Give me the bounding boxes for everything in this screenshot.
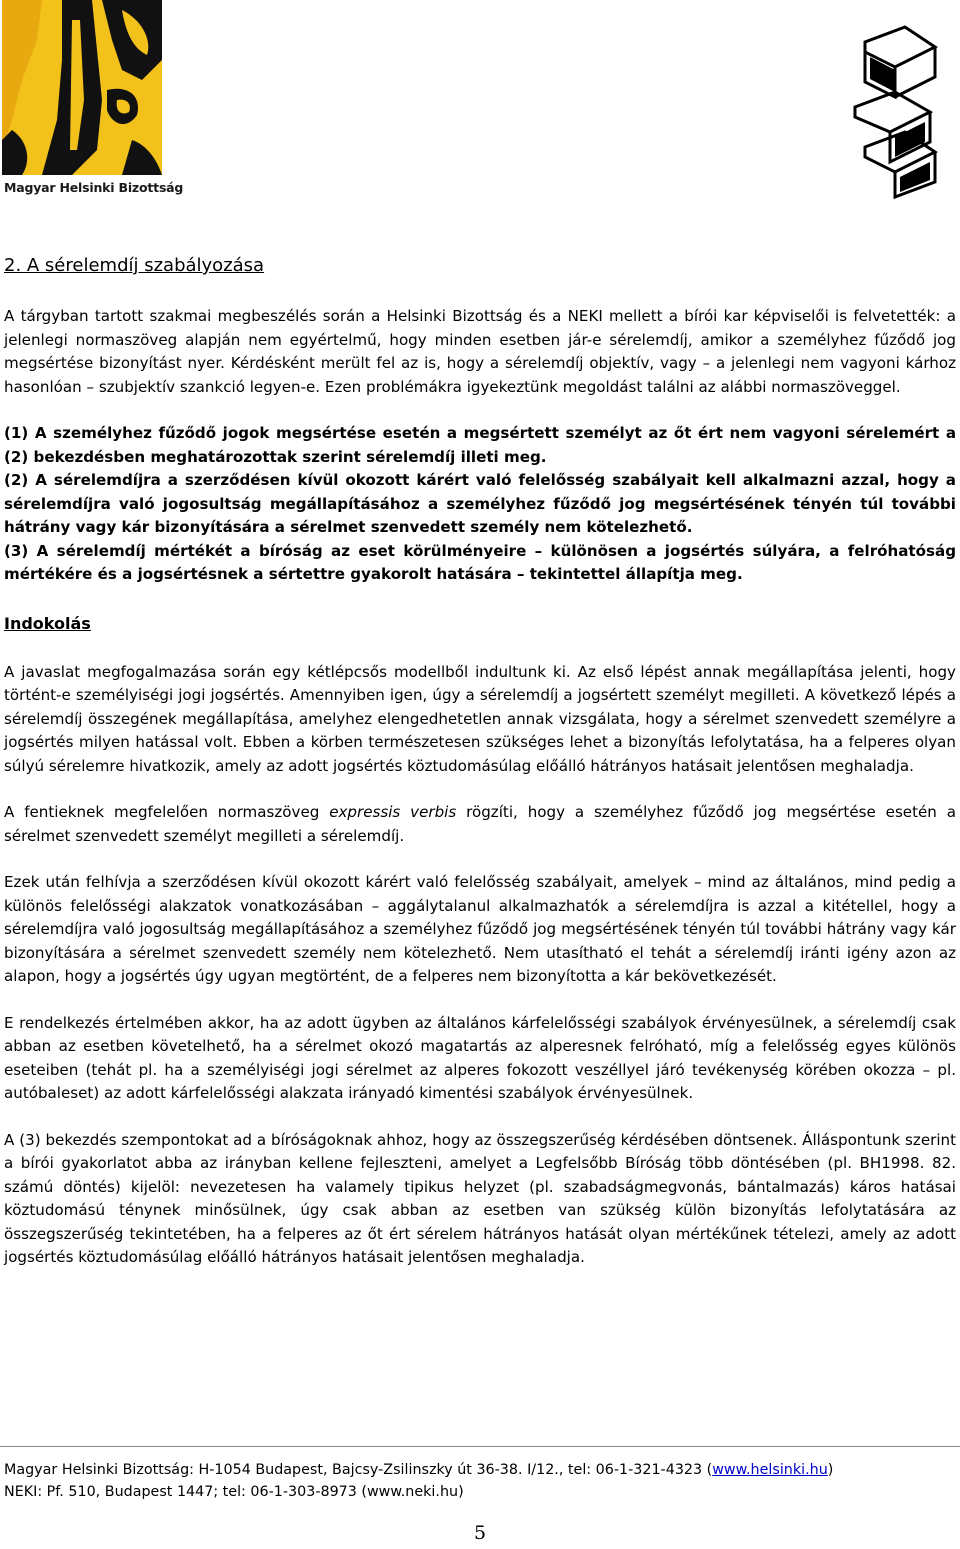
neki-logo bbox=[845, 22, 940, 202]
reasoning-paragraph-4: E rendelkezés értelmében akkor, ha az adott ügyben az általános kárfelelősségi szabályok érvényesülnek, a sérelemdíj csak abban az esetben követelhető, ha a sérelmet okozó magatartás az alperesnek felróható, míg a felelősség egyes különös eseteiben (tehát pl. ha a személyiségi jogi sérelmet az alperes fokozott veszéllyel járó tevékenység körében okozza – pl. autóbaleset) az adott kárfelelősségi alakzata irányadó kimentési szabályok érvényesülnek. bbox=[4, 1013, 956, 1102]
reasoning-paragraph-2: A fentieknek megfelelően normaszöveg expressis verbis rögzíti, hogy a személyhez fűződő jog megsértése esetén a sérelmet szenvedett személyt megilleti a sérelemdíj. bbox=[4, 803, 956, 845]
footer-divider bbox=[0, 1446, 960, 1447]
document-body bbox=[4, 252, 956, 1270]
footer-line-helsinki: Magyar Helsinki Bizottság: H-1054 Budapest, Bajcsy-Zsilinszky út 36-38. I/12., tel: 06-1-321-4323 (www.helsinki.hu) bbox=[4, 1462, 834, 1478]
proposal-paragraph-1: (1) A személyhez fűződő jogok megsértése esetén a megsértett személyt az őt ért nem vagyoni sérelemért a (2) bekezdésben meghatározottak szerint sérelemdíj illeti meg. bbox=[4, 424, 956, 466]
helsinki-committee-logo bbox=[2, 0, 162, 210]
helsinki-website-link[interactable]: www.helsinki.hu bbox=[712, 1462, 828, 1478]
reasoning-paragraph-5: A (3) bekezdés szempontokat ad a bíróságoknak ahhoz, hogy az összegszerűség kérdésében döntsenek. Álláspontunk szerint a bírói gyakorlatot abba az irányban kellene fejleszteni, amelyet a Legfelsőbb Bíróság több döntésében (pl. BH1998. 82. számú döntés) kijelöl: nevezetesen ha valamely tipikus helyzet (pl. szabadságmegvonás, bántalmazás) káros hatásai köztudomású ténynek minősülnek, úgy csak abban az esetben van szükség külön bizonyítás lefolytatására az összegszerűség tekintetében, ha a felperes az őt ért sérelem hátrányos hatását olyan mértékűnek tételezi, amely az adott jogsértés köztudomásúlag előálló hátrányos hatásait jelentősen meghaladja. bbox=[4, 1130, 956, 1266]
section-title: 2. A sérelemdíj szabályozása bbox=[4, 255, 265, 276]
latin-phrase: expressis verbis bbox=[329, 803, 457, 821]
intro-paragraph: A tárgyban tartott szakmai megbeszélés során a Helsinki Bizottság és a NEKI mellett a bírói kar képviselői is felvetették: a jelenlegi normaszöveg alapján nem egyértelmű, hogy minden esetben jár-e sérelemdíj, amikor a személyhez fűződő jog megsértése bizonyítást nyer. Kérdésként merült fel az is, hogy a sérelemdíj objektív, vagy – a jelenlegi nem vagyoni kárhoz hasonlóan – szubjektív szankció legyen-e. Ezen problémákra igyekeztünk megoldást találni az alábbi normaszöveggel. bbox=[4, 307, 956, 396]
logo-caption: Magyar Helsinki Bizottság bbox=[4, 180, 184, 195]
proposal-paragraph-3: (3) A sérelemdíj mértékét a bíróság az eset körülményeire – különösen a jogsértés súlyára, a felróhatóság mértékére és a jogsértésnek a sértettre gyakorolt hatására – tekintettel állapítja meg. bbox=[4, 541, 956, 583]
page-header bbox=[0, 0, 960, 215]
reasoning-paragraph-1: A javaslat megfogalmazása során egy kétlépcsős modellből indultunk ki. Az első lépést annak megállapítása jelenti, hogy történt-e személyiségi jogi jogsértés. Amennyiben igen, úgy a sérelemdíj a jogsértett személyt megilleti. A következő lépés a sérelemdíj összegének megállapítása, amelyhez elengedhetetlen annak vizsgálata, hogy a sérelmet szenvedett személyre a jogsértés milyen hatással volt. Ebben a körben természetesen szükséges lehet a bizonyítás lefolytatása, ha a felperes olyan súlyú sérelemre hivatkozik, amely az adott jogsértés köztudomásúlag előálló hátrányos hatásait jelentősen meghaladja. bbox=[4, 662, 956, 775]
page-number: 5 bbox=[473, 1522, 487, 1544]
reasoning-heading: Indokolás bbox=[4, 613, 91, 633]
reasoning-paragraph-3: Ezek után felhívja a szerződésen kívül okozott kárért való felelősség szabályait, amelyek – mind az általános, mind pedig a különös felelősségi alakzatok vonatkozásában – aggálytalanul alkalmazhatók a sérelemdíjra is azzal a kitétellel, hogy a sérelemdíjra való jogosultság megállapításához a személyhez fűződő jog megsértésének tényén túl további hátrány vagy kár bizonyítására a sérelmet szenvedett személy nem kötelezhető. Nem utasítható el tehát a sérelemdíj iránti igény azon az alapon, hogy a jogsértés úgy ugyan megtörtént, de a felperes nem bizonyította a kár bekövetkezését. bbox=[4, 873, 956, 985]
page-footer bbox=[4, 1459, 956, 1503]
proposal-paragraph-2: (2) A sérelemdíjra a szerződésen kívül okozott kárért való felelősség szabályait kell alkalmazni azzal, hogy a sérelemdíjra való jogosultság megállapításához a személyhez fűződő jog megsértésének tényén túl további hátrány vagy kár bizonyítására a sérelmet szenvedett személy nem kötelezhető. bbox=[4, 471, 956, 536]
proposed-text bbox=[4, 422, 956, 587]
footer-line-neki: NEKI: Pf. 510, Budapest 1447; tel: 06-1-303-8973 (www.neki.hu) bbox=[4, 1484, 464, 1500]
